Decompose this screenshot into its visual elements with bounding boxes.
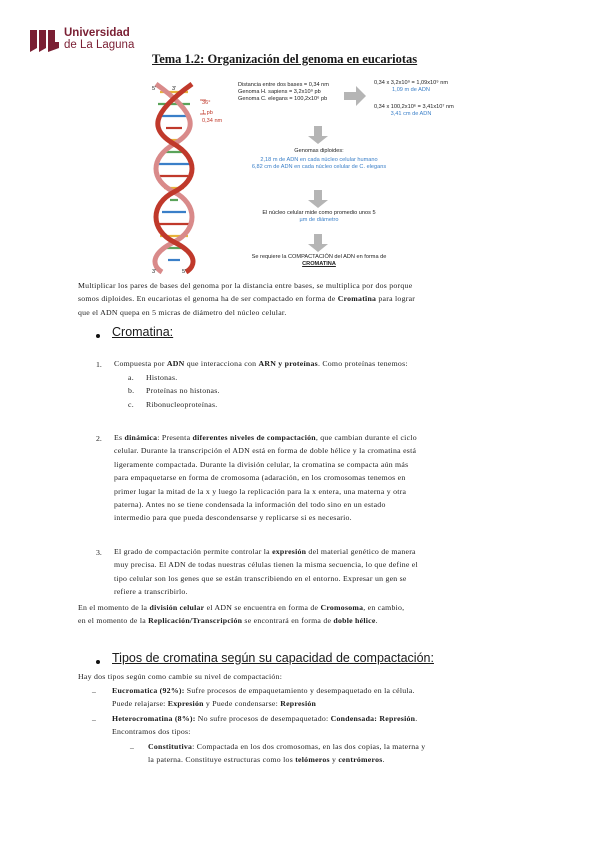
intro-line3: que el ADN quepa en 5 micras de diámetro del núcleo celular.: [78, 307, 287, 317]
euc-d: Expresión: [167, 699, 204, 709]
sub-key: a.: [128, 373, 134, 382]
const-g: .: [382, 755, 385, 765]
div-h: se encontrará en forma de: [242, 616, 334, 626]
item2-line: intermedio para que pueda descondensarse y replicarse si es necesario.: [114, 513, 352, 523]
intro-paragraph: [78, 279, 528, 319]
calc-elegans-line2: 3,41 cm de ADN: [390, 111, 432, 117]
euc-a: Eucromatica (92%):: [112, 686, 185, 695]
item3-c: del material genético de manera: [306, 547, 416, 556]
const-c: la paterna. Constituye estructuras como los: [148, 755, 296, 765]
genome-fact-2: Genoma H. sapiens = 3,2x10⁹ pb: [238, 89, 321, 95]
sub-item: [128, 371, 220, 384]
calc-elegans-line1: 0,34 x 100,2x10⁶ = 3,41x10⁷ nm: [374, 104, 454, 110]
logo-line2: de La Laguna: [64, 39, 135, 51]
dash-icon: –: [92, 687, 96, 696]
het-b: No sufre procesos de desempaquetado:: [195, 714, 331, 723]
item2-a: Es: [114, 433, 125, 442]
item2-line: ligeramente compactada. Durante la división celular, la cromatina se compacta aún más: [114, 459, 409, 469]
intro-line2-c: para lograr: [376, 294, 416, 304]
item1-pre: Compuesta por: [114, 359, 167, 368]
bullet-icon: [96, 334, 100, 338]
sub-key: c.: [128, 399, 134, 409]
item1-b2: ARN y proteínas: [258, 359, 318, 368]
item3-a: El grado de compactación permite controlar la: [114, 547, 273, 556]
euc-f: Represión: [280, 699, 317, 709]
nucleus-line1: El núcleo celular mide como promedio unos 5: [262, 210, 376, 216]
item2-d: diferentes niveles de compactación: [192, 433, 316, 442]
calc-elegans: [374, 104, 454, 118]
het-e: Encontramos dos tipos:: [112, 727, 191, 737]
sub-key: b.: [128, 386, 135, 396]
div-b: división celular: [149, 603, 205, 612]
diploid-line2: 6,82 cm de ADN en cada núcleo celular de C. elegans: [251, 164, 387, 170]
div-i: doble hélice: [333, 616, 376, 626]
item1-sublist: [128, 371, 220, 411]
item3-text: [114, 545, 524, 599]
item1-mid: que interacciona con: [184, 359, 259, 368]
sub-item: [128, 398, 220, 411]
div-g: Replicación/Transcripción: [148, 616, 243, 626]
item2-line: para empaquetarse en forma de cromosoma (adaración, en los cromosomas tenemos en: [114, 473, 406, 483]
genome-fact-3: Genoma C. elegans = 100,2x10⁶ pb: [238, 96, 328, 102]
div-c: el ADN se encuentra en forma de: [204, 603, 321, 612]
constitutiva-item: [148, 740, 532, 767]
het-c: Condensada: Represión: [330, 714, 416, 723]
helix-step: 1 pb: [202, 110, 213, 116]
const-f: centrómeros: [338, 755, 383, 765]
diploid-line1: 2,18 m de ADN en cada núcleo celular humano: [260, 157, 378, 163]
div-d: Cromosoma: [320, 603, 364, 612]
compaction-line1: Se requiere la COMPACTACIÓN del ADN en forma de: [251, 254, 387, 260]
div-j: .: [375, 616, 378, 626]
intro-line2-a: somos diploides. En eucariotas el genoma ha de ser compactado en forma de: [78, 294, 338, 304]
item2-b: dinámica: [124, 433, 158, 442]
dash-icon: –: [92, 715, 96, 724]
div-a: En el momento de la: [78, 603, 150, 612]
dna-figure: [148, 70, 454, 278]
sub-text: Proteínas no histonas.: [146, 386, 220, 396]
types-intro: Hay dos tipos según como cambie su nivel de compactación:: [78, 672, 283, 681]
calc-human-line1: 0,34 x 3,2x10⁹ = 1,09x10⁹ nm: [374, 80, 448, 86]
item3-line: refiere a transcribirlo.: [114, 587, 188, 597]
helix-label-3prime-bottom: 3': [152, 269, 157, 275]
item2-c: : Presenta: [157, 433, 193, 442]
heterocromatina-item: [112, 712, 532, 739]
helix-label-5prime-bottom: 5': [182, 269, 187, 275]
item2-line: paterna). Antes no se tiene condensada la información del todo sino en un estado: [114, 500, 386, 510]
section-heading-tipos: Tipos de cromatina según su capacidad de compactación:: [112, 651, 434, 665]
euc-c: Puede relajarse:: [112, 699, 168, 709]
item1-b1: ADN: [166, 359, 185, 368]
diploid-title: Genomas diploides:: [294, 148, 344, 154]
helix-label-3prime-top: 3': [172, 86, 177, 92]
item2-text: [114, 431, 524, 525]
item2-number: 2.: [96, 434, 102, 443]
item1-text: [114, 357, 534, 370]
logo-text: [64, 27, 134, 51]
calc-human: [374, 80, 448, 94]
intro-line2: [78, 292, 528, 305]
item1-number: 1.: [96, 360, 102, 369]
euc-b: Sufre procesos de empaquetamiento y desempaquetado en la célula.: [184, 686, 415, 695]
helix-angle: 36°: [202, 100, 211, 106]
calc-human-line2: 1,09 m de ADN: [392, 87, 430, 93]
helix-label-5prime-top: 5': [152, 86, 157, 92]
het-a: Heterocromatina (8%):: [112, 714, 196, 723]
const-e: y: [329, 755, 339, 765]
const-d: telómeros: [295, 755, 330, 765]
const-b: : Compactada en los dos cromosomas, en las dos copias, la materna y: [192, 742, 426, 751]
page-title: Tema 1.2: Organización del genoma en eucariotas: [152, 52, 418, 66]
compaction-block: [244, 254, 394, 268]
genome-fact-1: Distancia entre dos bases = 0,34 nm: [238, 82, 329, 88]
section-heading-cromatina: Cromatina:: [112, 325, 174, 339]
item1-post: . Como proteínas tenemos:: [317, 359, 408, 368]
item3-b: expresión: [272, 547, 307, 556]
dash-icon: –: [130, 743, 134, 752]
het-d: .: [415, 714, 418, 723]
bullet-icon: [96, 660, 100, 664]
div-f: en el momento de la: [78, 616, 149, 626]
div-e: , en cambio,: [363, 603, 405, 612]
nucleus-line2: µm de diámetro: [299, 217, 339, 223]
genome-facts: [238, 82, 329, 103]
item3-line: muy precisa. El ADN de todas nuestras células tienen la misma secuencia, lo que define el: [114, 560, 418, 570]
diploid-block: [244, 148, 394, 171]
sub-text: Histonas.: [146, 373, 178, 382]
item3-line: tipo celular son los genes que se están transcribiendo en el entorno. Expresar un gen se: [114, 573, 407, 583]
helix-rise: 0,34 nm: [202, 118, 223, 124]
sub-item: [128, 384, 220, 397]
euc-e: y Puede condensarse:: [203, 699, 281, 709]
division-paragraph: [78, 601, 528, 628]
item3-number: 3.: [96, 548, 102, 557]
logo-line1: Universidad: [64, 27, 130, 39]
const-a: Constitutiva: [148, 742, 193, 751]
item2-line: celular. Durante la transcripción el ADN está en forma de doble hélice y la cromatina está: [114, 446, 417, 456]
eucromatina-item: [112, 684, 532, 711]
nucleus-block: [244, 210, 394, 224]
item2-line: primer lugar la mitad de la x y luego la replicación para la x entera, una materna y otra: [114, 486, 407, 496]
item2-e: , que cambian durante el ciclo: [315, 433, 417, 442]
intro-line2-b: Cromatina: [337, 294, 377, 304]
compaction-line2: CROMATINA: [302, 261, 336, 267]
sub-text: Ribonucleoproteínas.: [146, 399, 218, 409]
intro-line1: Multiplicar los pares de bases del genoma por la distancia entre bases, se multiplica por dos porque: [78, 281, 413, 290]
